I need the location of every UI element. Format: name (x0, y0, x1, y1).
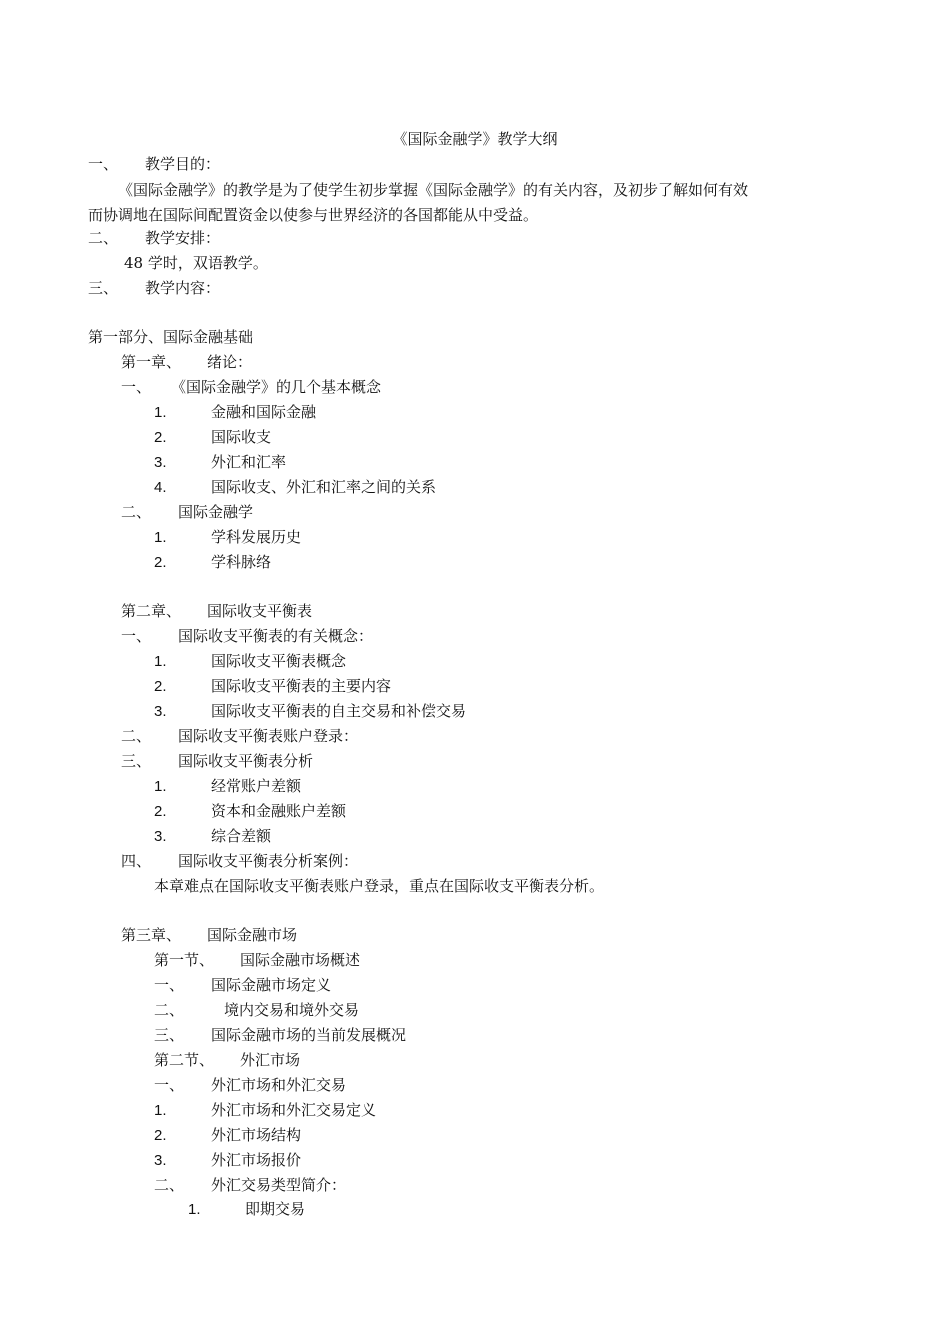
list-item (154, 452, 286, 473)
item-text: 国际金融市场定义 (211, 976, 332, 994)
section-heading (88, 278, 220, 298)
part-title: 第一部分、国际金融基础 (88, 328, 254, 346)
list-item (154, 552, 271, 573)
subsection-heading (121, 851, 358, 871)
item-text: 经常账户差额 (211, 777, 302, 795)
subsection-heading (154, 1075, 346, 1095)
section-marker: 一、 (88, 155, 119, 173)
item-number: 2. (154, 429, 167, 446)
subsection-title: 国际收支平衡表分析 (178, 752, 314, 770)
chapter-marker: 第二章、 (121, 602, 182, 620)
item-marker: 二、 (154, 1001, 185, 1019)
list-item (188, 1199, 305, 1220)
item-number: 1. (154, 529, 167, 546)
item-text: 外汇市场结构 (211, 1126, 302, 1144)
section-title: 国际金融市场概述 (240, 951, 361, 969)
subsection-marker: 四、 (121, 852, 152, 870)
item-text: 国际收支 (211, 428, 272, 446)
chapter-title: 绪论： (207, 353, 253, 371)
list-item (154, 427, 271, 448)
list-item (154, 651, 346, 672)
item-text: 国际收支平衡表的自主交易和补偿交易 (211, 702, 467, 720)
list-item (154, 975, 331, 995)
schedule-text: 48 学时，双语教学。 (124, 254, 268, 272)
chapter-marker: 第一章、 (121, 353, 182, 371)
subsection-marker: 一、 (121, 627, 152, 645)
item-number: 2. (154, 803, 167, 820)
list-item (154, 701, 466, 722)
item-marker: 三、 (154, 1026, 185, 1044)
subsection-title: 国际金融学 (178, 503, 254, 521)
subsection-heading (121, 751, 313, 771)
section-heading (154, 950, 360, 970)
list-item (154, 402, 316, 423)
subsection-marker: 一、 (121, 378, 152, 396)
item-number: 3. (154, 454, 167, 471)
chapter-heading (121, 601, 312, 621)
subsection-heading (121, 502, 253, 522)
item-text: 外汇市场和外汇交易定义 (211, 1101, 377, 1119)
document-title: 《国际金融学》教学大纲 (392, 130, 558, 148)
section-marker: 二、 (88, 229, 119, 247)
list-item (154, 527, 301, 548)
section-title: 教学安排： (145, 229, 221, 247)
item-number: 1. (154, 653, 167, 670)
item-text: 外汇市场报价 (211, 1151, 302, 1169)
subsection-marker: 二、 (121, 727, 152, 745)
paragraph-line: 《国际金融学》的教学是为了使学生初步掌握《国际金融学》的有关内容，及初步了解如何有效 (118, 181, 749, 199)
subsection-title: 国际收支平衡表账户登录： (178, 727, 359, 745)
subsection-heading (154, 1175, 346, 1195)
section-title: 教学内容： (145, 279, 221, 297)
subsection-title: 外汇交易类型简介： (211, 1176, 347, 1194)
item-number: 3. (154, 703, 167, 720)
subsection-heading (121, 726, 358, 746)
list-item (154, 1025, 406, 1045)
subsection-marker: 一、 (154, 1076, 185, 1094)
item-number: 2. (154, 678, 167, 695)
list-item (154, 826, 271, 847)
item-marker: 一、 (154, 976, 185, 994)
item-text: 国际金融市场的当前发展概况 (211, 1026, 407, 1044)
section-title: 教学目的： (145, 155, 221, 173)
list-item (154, 1125, 301, 1146)
list-item (154, 1000, 359, 1020)
subsection-marker: 二、 (154, 1176, 185, 1194)
subsection-title: 外汇市场和外汇交易 (211, 1076, 347, 1094)
item-text: 即期交易 (245, 1200, 306, 1218)
item-number: 1. (154, 778, 167, 795)
item-text: 资本和金融账户差额 (211, 802, 347, 820)
item-text: 学科发展历史 (211, 528, 302, 546)
subsection-marker: 二、 (121, 503, 152, 521)
item-text: 综合差额 (211, 827, 272, 845)
chapter-title: 国际收支平衡表 (207, 602, 313, 620)
subsection-title: 《国际金融学》的几个基本概念 (171, 378, 382, 396)
section-heading (88, 228, 220, 248)
item-text: 学科脉络 (211, 553, 272, 571)
section-marker: 第二节、 (154, 1051, 215, 1069)
item-number: 1. (154, 404, 167, 421)
item-number: 2. (154, 1127, 167, 1144)
list-item (154, 1100, 376, 1121)
list-item (154, 676, 391, 697)
purpose-paragraph (88, 178, 848, 227)
item-text: 金融和国际金融 (211, 403, 317, 421)
item-text: 国际收支、外汇和汇率之间的关系 (211, 478, 437, 496)
section-heading (88, 154, 220, 174)
section-marker: 第一节、 (154, 951, 215, 969)
chapter-heading (121, 352, 252, 372)
item-text: 境内交易和境外交易 (224, 1001, 360, 1019)
subsection-heading (121, 626, 373, 646)
item-number: 1. (188, 1201, 201, 1218)
section-marker: 三、 (88, 279, 119, 297)
list-item (154, 1150, 301, 1171)
item-text: 国际收支平衡表概念 (211, 652, 347, 670)
paragraph-line: 而协调地在国际间配置资金以使参与世界经济的各国都能从中受益。 (88, 205, 539, 224)
item-text: 国际收支平衡表的主要内容 (211, 677, 392, 695)
item-number: 2. (154, 554, 167, 571)
subsection-title: 国际收支平衡表分析案例： (178, 852, 359, 870)
list-item (154, 801, 346, 822)
list-item (154, 776, 301, 797)
item-number: 4. (154, 479, 167, 496)
list-item (154, 477, 436, 498)
item-number: 3. (154, 828, 167, 845)
section-heading (154, 1050, 300, 1070)
chapter-title: 国际金融市场 (207, 926, 298, 944)
section-title: 外汇市场 (240, 1051, 301, 1069)
item-number: 3. (154, 1152, 167, 1169)
chapter-heading (121, 925, 297, 945)
subsection-heading (121, 377, 381, 397)
item-text: 外汇和汇率 (211, 453, 287, 471)
subsection-marker: 三、 (121, 752, 152, 770)
chapter-marker: 第三章、 (121, 926, 182, 944)
chapter-note: 本章难点在国际收支平衡表账户登录，重点在国际收支平衡表分析。 (154, 877, 605, 895)
subsection-title: 国际收支平衡表的有关概念： (178, 627, 374, 645)
item-number: 1. (154, 1102, 167, 1119)
